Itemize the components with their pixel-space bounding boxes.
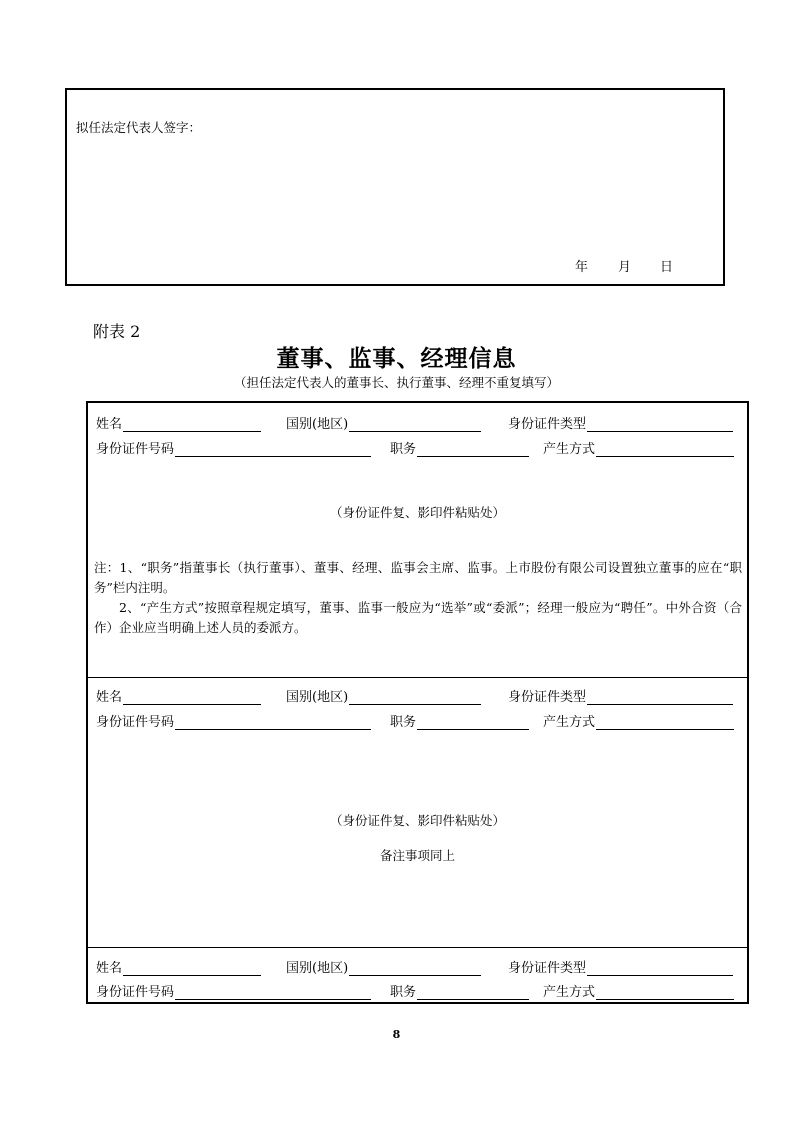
id-paste-area: （身份证件复、影印件粘贴处） [329,505,505,520]
id-type-label: 身份证件类型 [508,417,587,432]
id-number-blank[interactable] [175,442,371,457]
remark-same-note: 备注事项同上 [379,848,455,863]
id-number-label: 身份证件号码 [96,985,175,1000]
nationality-field[interactable] [286,957,481,976]
method-field[interactable] [543,981,734,1000]
position-label: 职务 [390,715,417,730]
name-blank[interactable] [123,417,261,432]
id-type-label: 身份证件类型 [508,690,587,705]
method-blank[interactable] [596,442,734,457]
name-blank[interactable] [123,690,261,705]
position-field[interactable] [390,438,529,457]
nationality-blank[interactable] [349,417,481,432]
appendix-label: 附表 2 [93,322,141,341]
person-section-1 [88,403,747,678]
id-type-blank[interactable] [587,690,733,705]
name-label: 姓名 [96,961,123,976]
nationality-field[interactable] [286,413,481,432]
method-field[interactable] [543,711,734,730]
signature-label: 拟任法定代表人签字： [76,120,202,135]
method-label: 产生方式 [543,442,596,457]
id-number-label: 身份证件号码 [96,715,175,730]
id-paste-area: （身份证件复、影印件粘贴处） [329,813,505,828]
id-number-field[interactable] [96,981,371,1000]
name-blank[interactable] [123,961,261,976]
method-label: 产生方式 [543,715,596,730]
nationality-blank[interactable] [349,690,481,705]
person-section-3 [88,948,747,1004]
page-number: 8 [392,1028,401,1041]
id-type-field[interactable] [508,957,733,976]
name-field[interactable] [96,686,261,705]
position-field[interactable] [390,981,529,1000]
id-type-blank[interactable] [587,961,733,976]
position-label: 职务 [390,985,417,1000]
page-subtitle: （担任法定代表人的董事长、执行董事、经理不重复填写） [233,375,559,390]
method-blank[interactable] [596,985,734,1000]
method-blank[interactable] [596,715,734,730]
notes [94,558,742,638]
id-number-label: 身份证件号码 [96,442,175,457]
date-day-label: 日 [660,260,674,275]
name-label: 姓名 [96,417,123,432]
id-type-field[interactable] [508,686,733,705]
note-line-1: 注：1、“职务”指董事长（执行董事）、董事、经理、监事会主席、监事。上市股份有限公司设置独立董事的应在“职务”栏内注明。 [94,560,742,595]
date-year-label: 年 [575,260,589,275]
method-field[interactable] [543,438,734,457]
position-field[interactable] [390,711,529,730]
position-label: 职务 [390,442,417,457]
id-number-field[interactable] [96,711,371,730]
date-month-label: 月 [618,260,632,275]
id-number-blank[interactable] [175,985,371,1000]
name-label: 姓名 [96,690,123,705]
personnel-info-table [86,401,749,1004]
nationality-label: 国别(地区) [286,690,349,705]
page-title: 董事、监事、经理信息 [276,345,517,372]
id-type-label: 身份证件类型 [508,961,587,976]
position-blank[interactable] [417,985,529,1000]
nationality-label: 国别(地区) [286,417,349,432]
note-line-2: 2、“产生方式”按照章程规定填写，董事、监事一般应为“选举”或“委派”；经理一般应为“聘任”。中外合资（合作）企业应当明确上述人员的委派方。 [94,600,742,635]
position-blank[interactable] [417,715,529,730]
method-label: 产生方式 [543,985,596,1000]
person-section-2 [88,678,747,948]
id-type-field[interactable] [508,413,733,432]
id-number-field[interactable] [96,438,371,457]
name-field[interactable] [96,957,261,976]
name-field[interactable] [96,413,261,432]
id-type-blank[interactable] [587,417,733,432]
nationality-blank[interactable] [349,961,481,976]
nationality-field[interactable] [286,686,481,705]
signature-box [65,88,725,286]
nationality-label: 国别(地区) [286,961,349,976]
id-number-blank[interactable] [175,715,371,730]
position-blank[interactable] [417,442,529,457]
